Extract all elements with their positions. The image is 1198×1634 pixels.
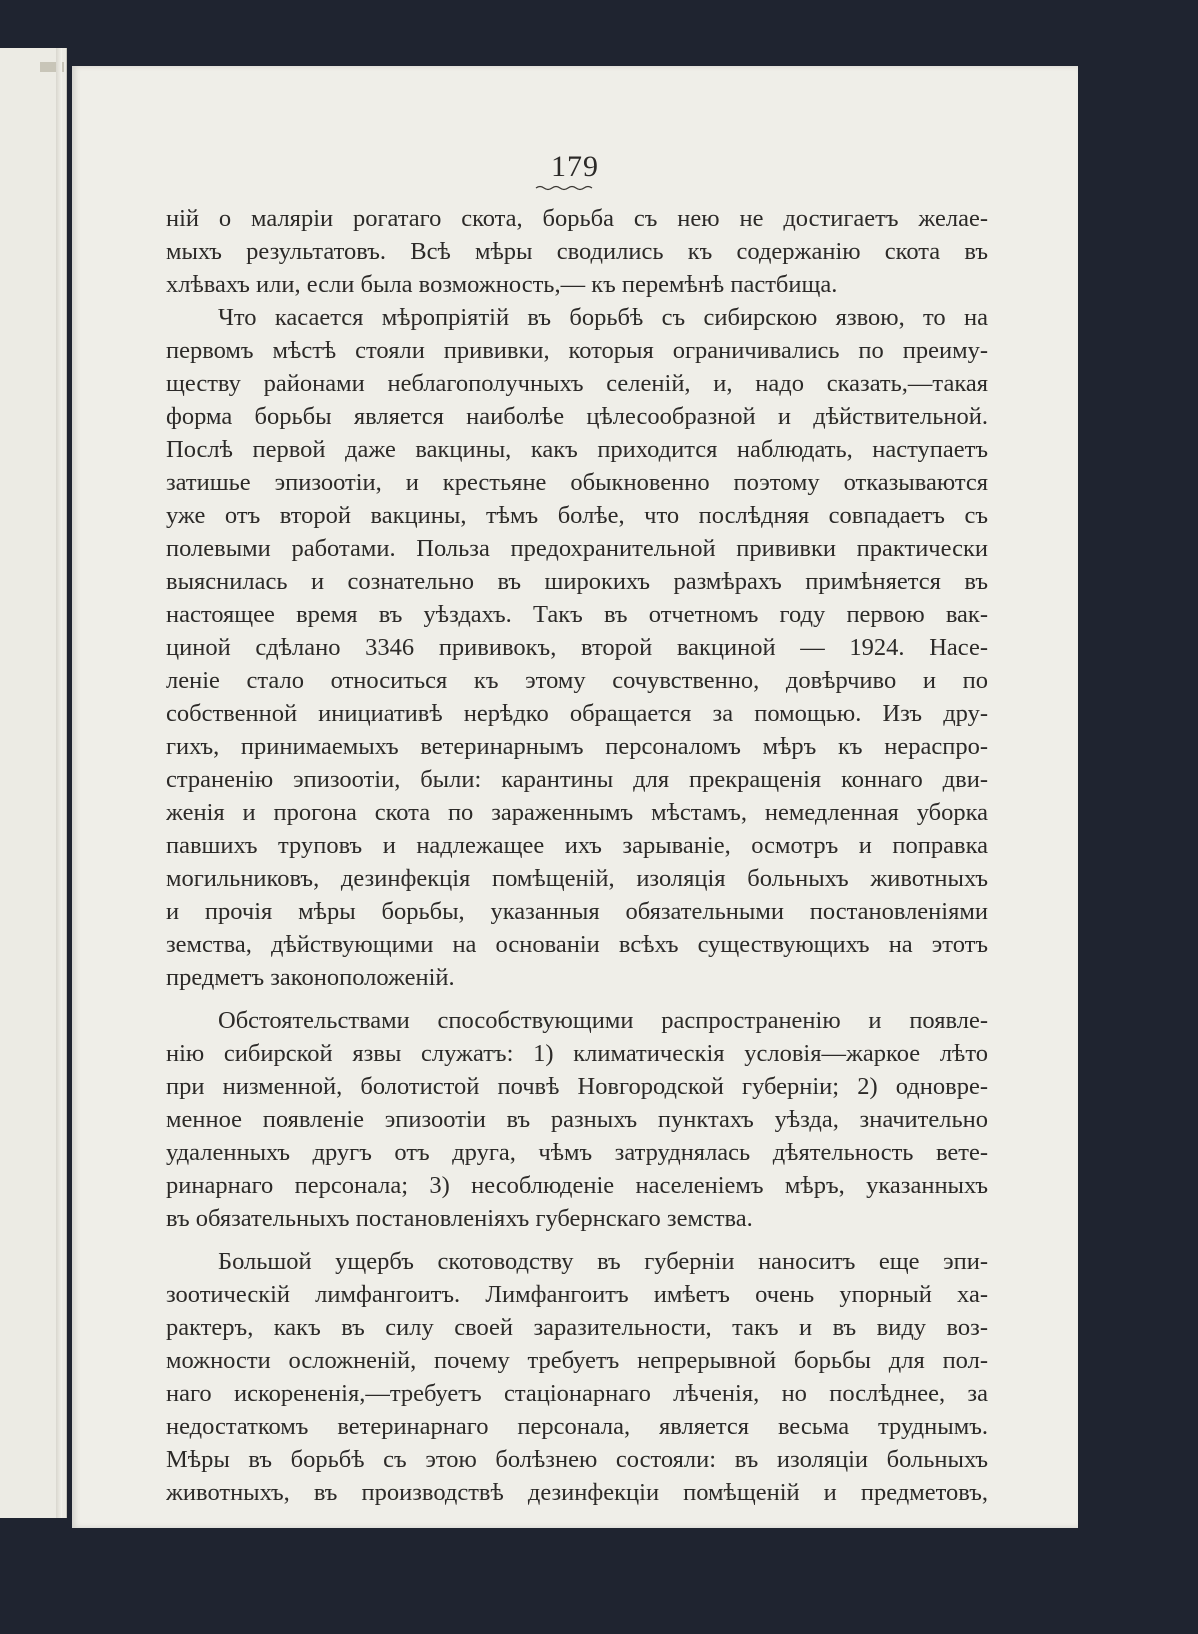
paragraph [166,1004,988,1235]
text-line: гихъ, принимаемыхъ ветеринарнымъ персоналомъ мѣръ къ нераспро- [166,733,988,760]
book-page [72,66,1078,1528]
text-line: животныхъ, въ производствѣ дезинфекціи помѣщеній и предметовъ, [166,1479,988,1506]
text-line: павшихъ труповъ и надлежащее ихъ зарываніе, осмотръ и поправка [166,832,988,859]
text-line: затишье эпизоотіи, и крестьяне обыкновенно поэтому отказываются [166,469,988,496]
text-line: рактеръ, какъ въ силу своей заразительности, такъ и въ виду воз- [166,1314,988,1341]
text-line: леніе стало относиться къ этому сочувственно, довѣрчиво и по [166,667,988,694]
text-line: при низменной, болотистой почвѣ Новгородской губерніи; 2) одновре- [166,1073,988,1100]
text-line: Большой ущербъ скотоводству въ губерніи наноситъ еще эпи- [218,1248,988,1275]
text-line: мыхъ результатовъ. Всѣ мѣры сводились къ содержанію скота въ [166,238,988,265]
paragraph [166,1245,988,1509]
text-line: Мѣры въ борьбѣ съ этою болѣзнею состояли: въ изоляціи больныхъ [166,1446,988,1473]
text-line: женія и прогона скота по зараженнымъ мѣстамъ, немедленная уборка [166,799,988,826]
page-number-ornament [534,184,596,192]
text-line: менное появленіе эпизоотіи въ разныхъ пунктахъ уѣзда, значительно [166,1106,988,1133]
text-line: Обстоятельствами способствующими распространенію и появле- [218,1007,988,1034]
text-line: зоотическій лимфангоитъ. Лимфангоитъ имѣетъ очень упорный ха- [166,1281,988,1308]
text-line: Послѣ первой даже вакцины, какъ приходится наблюдать, наступаетъ [166,436,988,463]
body-text [166,202,988,1509]
text-line: хлѣвахъ или, если была возможность,— къ перемѣнѣ пастбища. [166,271,838,298]
text-line: наго искорененія,—требуетъ стаціонарнаго лѣченія, но послѣднее, за [166,1380,988,1407]
book-spine [56,48,62,1518]
text-line: ществу районами неблагополучныхъ селеній, и, надо сказать,—такая [166,370,988,397]
text-line: выяснилась и сознательно въ широкихъ размѣрахъ примѣняется въ [166,568,988,595]
page-number: 179 [551,150,599,183]
text-line: можности осложненій, почему требуетъ непрерывной борьбы для пол- [166,1347,988,1374]
paragraph [166,301,988,994]
text-line: земства, дѣйствующими на основаніи всѣхъ существующихъ на этотъ [166,931,988,958]
text-line: циной сдѣлано 3346 прививокъ, второй вакциной — 1924. Насе- [166,634,988,661]
text-line: уже отъ второй вакцины, тѣмъ болѣе, что послѣдняя совпадаетъ съ [166,502,988,529]
text-line: Что касается мѣропріятій въ борьбѣ съ сибирскою язвою, то на [218,304,988,331]
text-line: настоящее время въ уѣздахъ. Такъ въ отчетномъ году первою вак- [166,601,988,628]
text-line: недостаткомъ ветеринарнаго персонала, является весьма труднымъ. [166,1413,988,1440]
text-line: нію сибирской язвы служатъ: 1) климатическія условія—жаркое лѣто [166,1040,988,1067]
paragraph [166,202,988,301]
text-line: ній о маляріи рогатаго скота, борьба съ нею не достигаетъ желае- [166,205,988,232]
text-line: въ обязательныхъ постановленіяхъ губернскаго земства. [166,1205,753,1232]
text-line: удаленныхъ другъ отъ друга, чѣмъ затруднялась дѣятельность вете- [166,1139,988,1166]
text-line: предметъ законоположеній. [166,964,455,991]
text-line: собственной инициативѣ нерѣдко обращается за помощью. Изъ дру- [166,700,988,727]
text-line: полевыми работами. Польза предохранительной прививки практически [166,535,988,562]
text-line: могильниковъ, дезинфекція помѣщеній, изоляція больныхъ животныхъ [166,865,988,892]
text-line: первомъ мѣстѣ стояли прививки, которыя ограничивались по преиму- [166,337,988,364]
text-line: страненію эпизоотіи, были: карантины для прекращенія коннаго дви- [166,766,988,793]
text-line: ринарнаго персонала; 3) несоблюденіе населеніемъ мѣръ, указанныхъ [166,1172,988,1199]
text-line: и прочія мѣры борьбы, указанныя обязательными постановленіями [166,898,988,925]
previous-page-edge [0,48,67,1518]
text-line: форма борьбы является наиболѣе цѣлесообразной и дѣйствительной. [166,403,988,430]
